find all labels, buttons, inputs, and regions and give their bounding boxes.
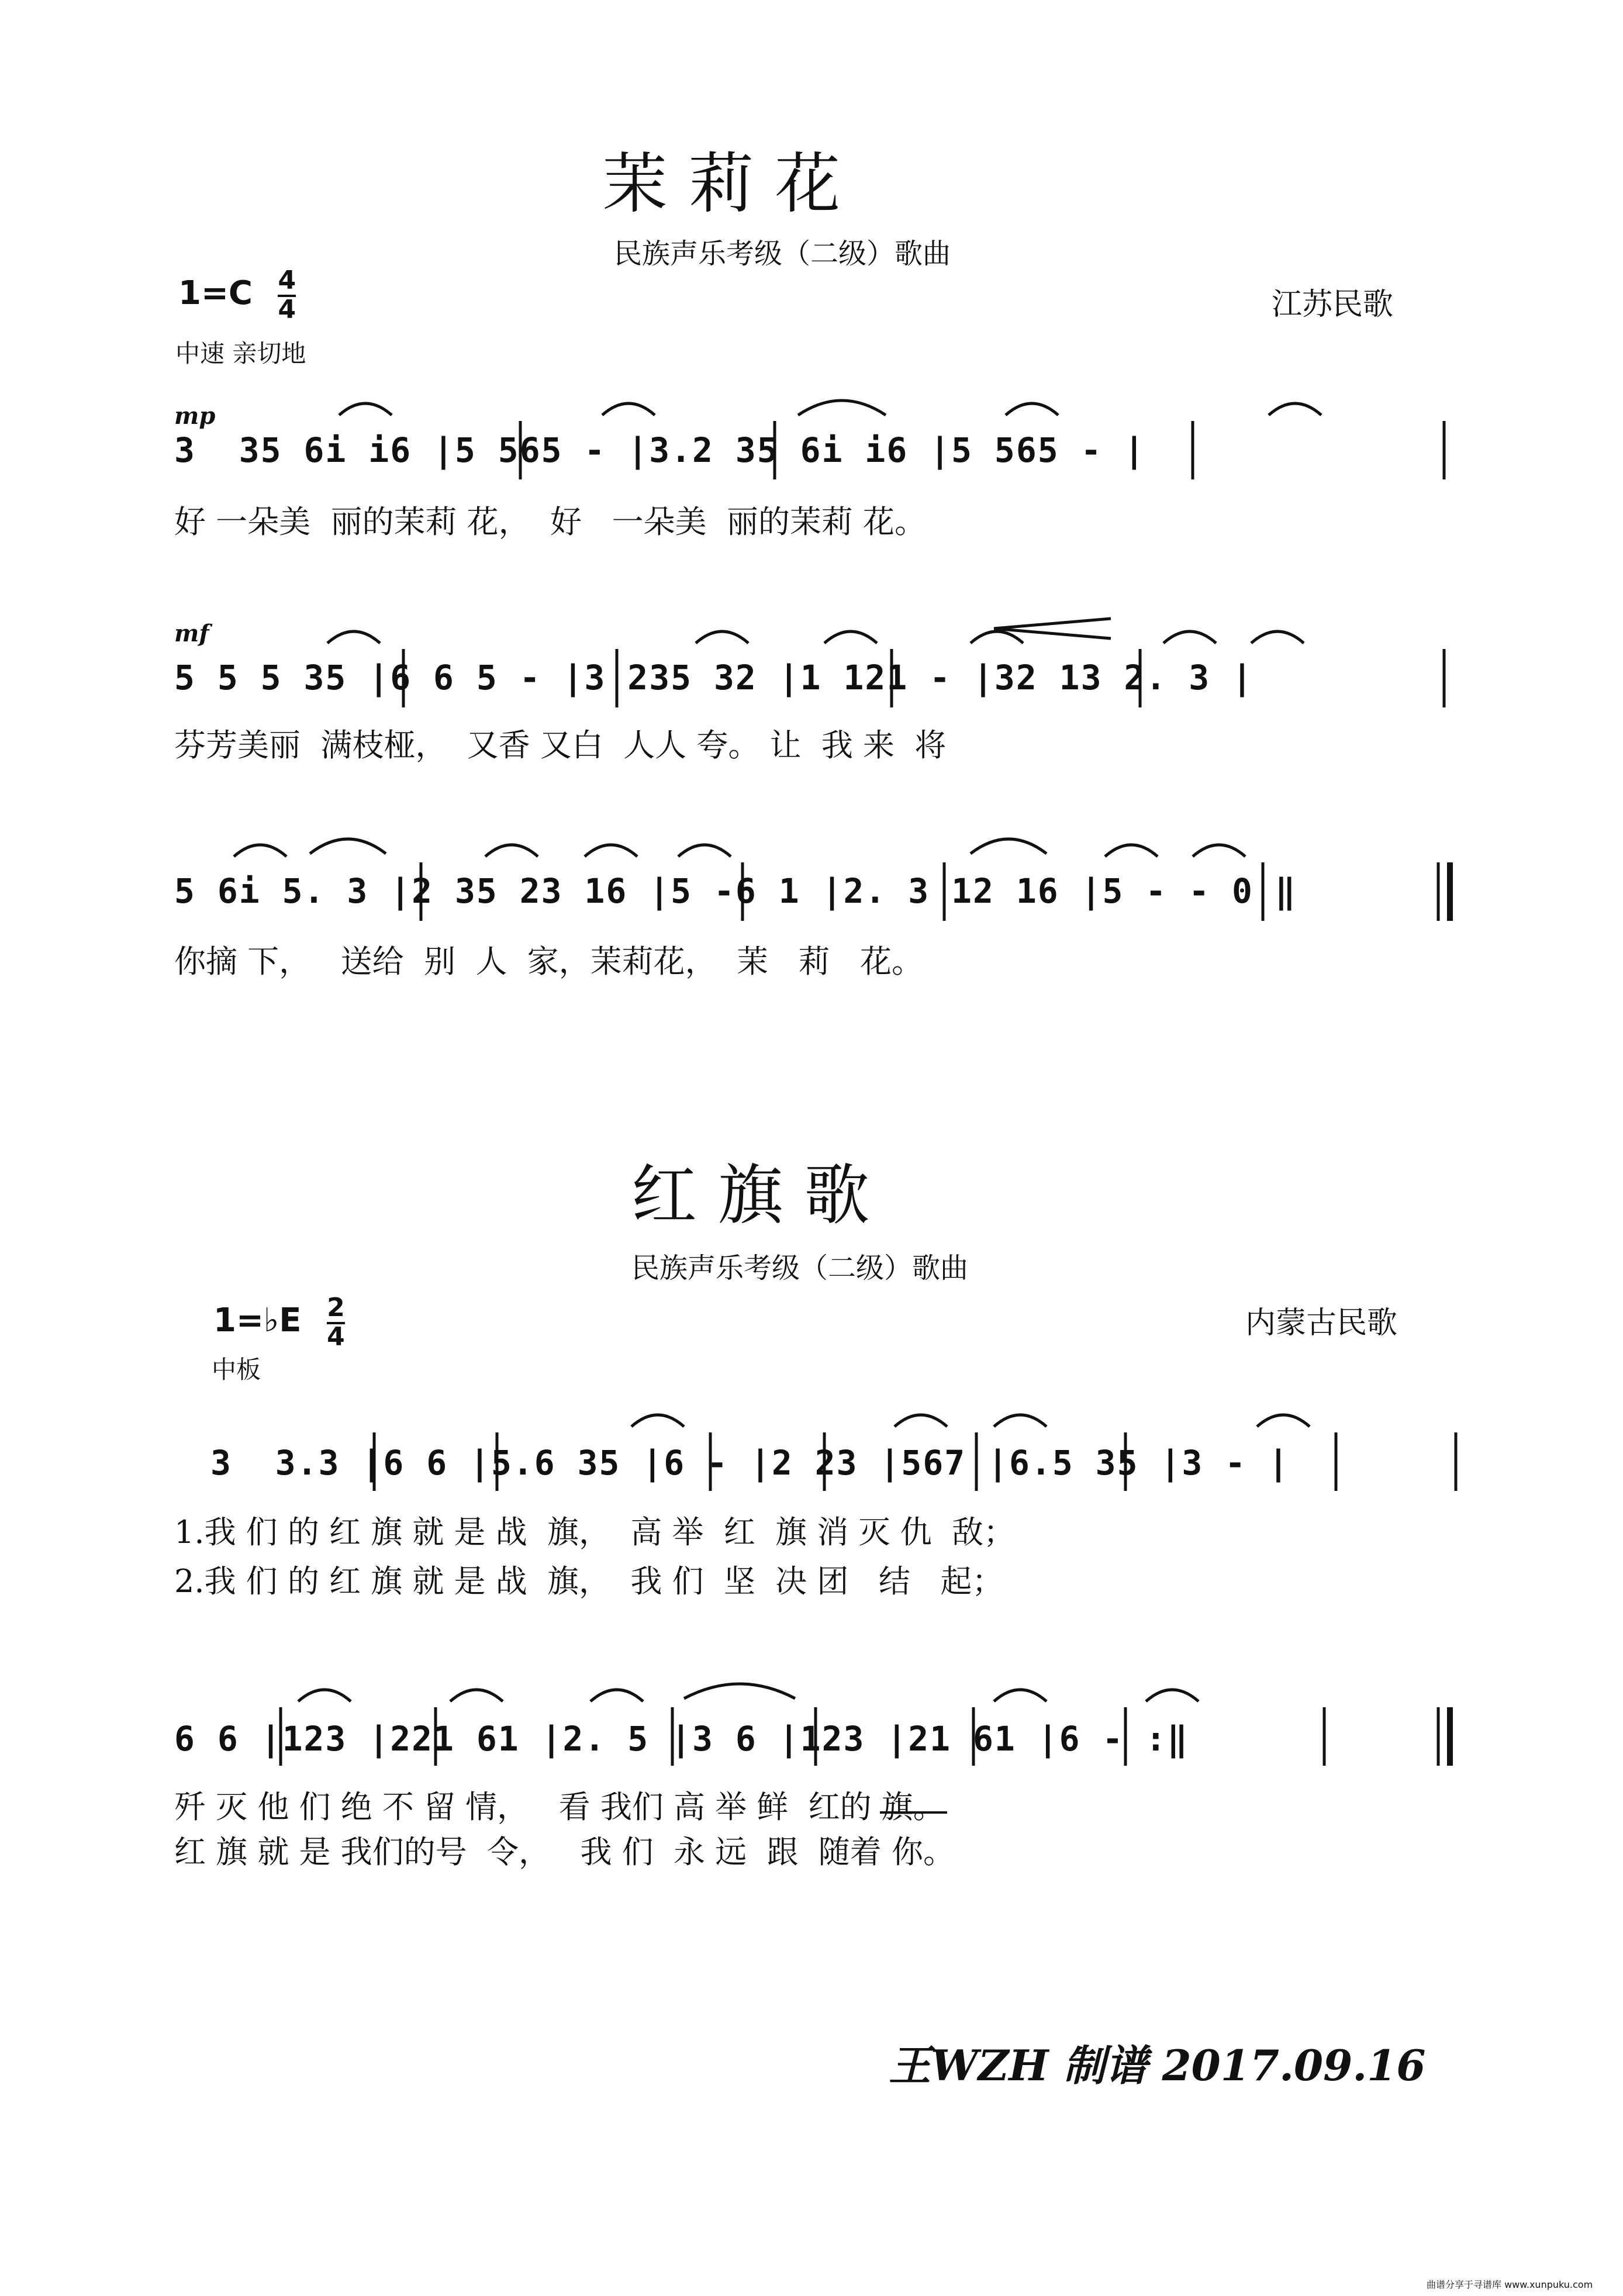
song1-subtitle: 民族声乐考级（二级）歌曲	[614, 237, 951, 270]
song2-line1-lyrics-verse1: 1.我 们 的 红 旗 就 是 战 旗， 高 举 红 旗 消 灭 仇 敌；	[174, 1514, 1015, 1551]
song2-line2-lyrics-verse1: 歼 灭 他 们 绝 不 留 情， 看 我们 高 举 鲜 红的 旗。	[174, 1789, 945, 1825]
song1-time-denominator: 4	[278, 295, 296, 324]
song1-time-numerator: 4	[278, 268, 296, 297]
song1-dynamic-mf: mf	[174, 620, 209, 647]
song1-tempo: 中速 亲切地	[175, 339, 306, 368]
song2-line2-notes: 6 6 |123 |221 61 |2. 5 |3 6 |123 |21 61 |6 - :‖	[174, 1719, 1189, 1759]
song2-title: 红 旗 歌	[631, 1158, 870, 1234]
song2-subtitle: 民族声乐考级（二级）歌曲	[631, 1252, 969, 1285]
song2-origin: 内蒙古民歌	[1245, 1306, 1398, 1341]
song2-line1-notes: 3 3.3 |6 6 |5.6 35 |6 - |2 23 |567 |6.5 35 |3 - |	[210, 1443, 1290, 1483]
song2-time-numerator: 2	[327, 1295, 345, 1324]
song1-line2-lyrics: 芬芳美丽 满枝桠， 又香 又白 人人 夸。 让 我 来 将	[174, 727, 947, 764]
song2-line2-lyrics-verse2: 红 旗 就 是 我们的号 令， 我 们 永 远 跟 随着 你。	[174, 1834, 955, 1870]
song2-time-denominator: 4	[327, 1322, 345, 1352]
song1-line2-notes: 5 5 5 35 |6 6 5 - |3 235 32 |1 121 - |32 13 2. 3 |	[174, 658, 1253, 698]
song2-line1-lyrics-verse2: 2.我 们 的 红 旗 就 是 战 旗， 我 们 坚 决 团 结 起；	[174, 1563, 1004, 1600]
song2-key: 1=♭E	[213, 1301, 302, 1340]
song2-tempo: 中板	[212, 1355, 261, 1384]
song1-dynamic-mp: mp	[174, 402, 216, 430]
song1-line1-lyrics: 好 一朵美 丽的茉莉 花， 好 一朵美 丽的茉莉 花。	[174, 503, 926, 540]
song1-origin: 江苏民歌	[1272, 287, 1394, 322]
song1-line3-notes: 5 6i 5. 3 |2 35 23 16 |5 -6 1 |2. 3 12 16 |5 - - 0 ‖	[174, 871, 1297, 911]
song1-line3-lyrics: 你摘 下， 送给 别 人 家，茉莉花， 茉 莉 花。	[174, 943, 923, 980]
site-footer: 曲谱分享于寻谱库 www.xunpuku.com	[1427, 2279, 1593, 2290]
song1-title: 茉 莉 花	[602, 146, 841, 222]
song1-key: 1=C	[178, 274, 253, 313]
transcriber-signature: 王WZH 制谱 2017.09.16	[889, 2040, 1426, 2090]
song1-line1-notes: 3 35 6i i6 |5 565 - |3.2 35 6i i6 |5 565 - |	[174, 430, 1146, 470]
